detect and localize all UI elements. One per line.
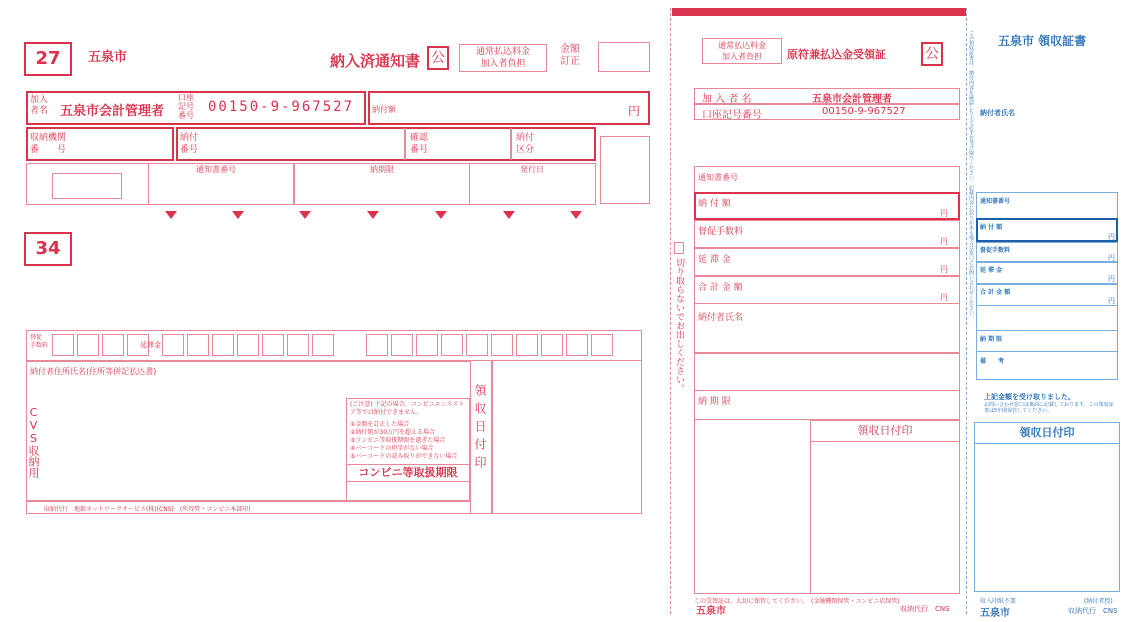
right-arrears-yen: 円 [1108, 275, 1115, 283]
section-divider-2 [966, 8, 967, 614]
amount-box [368, 91, 650, 125]
right-notice-no: 通知書番号 [980, 198, 1011, 205]
mid-account: 00150-9-967527 [822, 106, 906, 117]
pay-number-label: 納付 番号 [180, 133, 199, 155]
mid-amount-box [694, 192, 960, 220]
type-label: 納付 区分 [516, 133, 535, 155]
note-4: ④バーコードの印字がない場合 [350, 445, 434, 452]
cut-marker [165, 211, 177, 219]
confirm-divider [404, 128, 406, 160]
note-3: ③コンビニ等取扱期限を過ぎた場合 [350, 437, 446, 444]
mid-side-note: 切り取らないでお出しください。 [674, 258, 684, 393]
notice-no-label: 通知書番号 [196, 165, 236, 174]
right-stamp-label: 領収日付印 [974, 422, 1120, 444]
right-amount-label: 納 付 額 [980, 224, 1003, 231]
address-label: 納付者住所氏名(住所等併記払込書) [30, 367, 157, 376]
address-line [26, 360, 470, 362]
right-late-label: 督促手数料 [980, 247, 1011, 254]
right-arrears-label: 延 滞 金 [980, 267, 1003, 274]
mid-late-label: 督促手数料 [698, 227, 744, 237]
right-side-note: この領収証書は、納付内容を確認した上で必ずお受け取りください。記載内容に誤りがある場合は窓口にお問い合わせください。 [968, 30, 974, 320]
due-label: 納期限 [370, 165, 394, 174]
code-box-27: 27 [24, 42, 72, 76]
right-total-yen: 円 [1108, 297, 1115, 305]
notice-title: 納入済通知書 [330, 52, 421, 70]
cvs-label: CVS収納用 [27, 406, 40, 478]
right-late-yen: 円 [1108, 254, 1115, 262]
right-title: 五泉市 領収証書 [998, 34, 1087, 48]
right-city: 五泉市 [980, 608, 1010, 619]
note-2: ②納付額が30万円を超える場合 [350, 429, 436, 436]
mid-notice-no: 通知書番号 [698, 173, 738, 182]
cut-marker [299, 211, 311, 219]
bank-number-label: 収納機関 番 号 [30, 133, 67, 155]
mid-city: 五泉市 [696, 606, 726, 617]
right-amount-yen: 円 [1108, 233, 1115, 241]
mid-amount-yen: 円 [940, 209, 948, 218]
cut-marker [367, 211, 379, 219]
mid-account-label: 口座記号番号 [702, 110, 762, 121]
confirm-label: 確認 番号 [410, 133, 429, 155]
mid-checkbox [674, 242, 684, 254]
type-divider [510, 128, 512, 160]
blank-box [52, 173, 122, 199]
right-agency: 収納代行 CNS [1068, 607, 1118, 615]
cut-marker [570, 211, 582, 219]
stamp-box-small [600, 136, 650, 204]
arrears-cells [162, 334, 337, 360]
notes-head: (ご注意) 下記の場合、コンビニエンスストア等では納付できません。 [350, 401, 465, 416]
arrears-label: 延滞金 [140, 341, 161, 349]
payee-name: 五泉市会計管理者 [60, 104, 165, 119]
amount-cells [366, 334, 616, 360]
mid-payer-line [694, 352, 960, 354]
mid-agency: 収納代行 CNS [900, 605, 950, 613]
section-divider [670, 8, 671, 614]
payee-label: 加入 者名 [30, 95, 49, 116]
mid-stamp-area [810, 420, 960, 594]
cut-marker [232, 211, 244, 219]
note-5: ⑤バーコードの読み取りができない場合 [350, 453, 458, 460]
correction-box [598, 42, 650, 72]
mid-payer-label: 納付者氏名 [698, 313, 744, 323]
code-box-34: 34 [24, 232, 72, 266]
mid-arrears-row [694, 248, 960, 276]
city-name: 五泉市 [88, 50, 128, 65]
ko-stamp: 公 [427, 46, 449, 70]
late-fee-label: 督促 手数料 [30, 334, 49, 349]
issue-label: 発行日 [520, 165, 544, 174]
right-received: 上記金額を受け取りました。 [984, 393, 1075, 401]
mid-fee-box: 通常払込料金 加入者負担 [702, 38, 782, 64]
mid-title: 原符兼払込金受領証 [787, 48, 886, 61]
right-note: お問い合わせ窓口は裏面に記載しております。この領収証書は5年間保管してください。 [984, 402, 1114, 414]
mid-ko: 公 [921, 42, 943, 66]
stamp-column-label: 領収日付印 [473, 384, 487, 474]
cut-marker [503, 211, 515, 219]
right-due-label: 納 期 限 [980, 336, 1003, 343]
cvs-deadline: コンビニ等取扱期限 [346, 464, 470, 482]
stamp-area [492, 360, 642, 514]
mid-late-yen: 円 [940, 237, 948, 246]
mid-arrears-yen: 円 [940, 265, 948, 274]
mid-due-label: 納 期 限 [698, 397, 731, 407]
right-stamp-area [974, 422, 1120, 592]
mid-payee: 五泉市会計管理者 [812, 94, 892, 105]
mid-total-label: 合 計 金 額 [698, 283, 743, 293]
mid-total-yen: 円 [940, 293, 948, 302]
note-1: ①金額を訂正した場合 [350, 421, 410, 428]
right-total-label: 合 計 金 額 [980, 289, 1011, 296]
yen-label: 円 [628, 104, 641, 118]
account-number: 00150-9-967527 [208, 99, 355, 115]
mid-stamp-label: 領収日付印 [810, 420, 960, 442]
fee-box: 通常払込料金 加入者負担 [459, 44, 547, 72]
mid-arrears-label: 延 滞 金 [698, 255, 731, 265]
right-stamp-free: 収入印紙不要 [980, 598, 1017, 605]
cut-marker [435, 211, 447, 219]
agency-text: 収納代行 地銀ネットワークサービス(株)(CNS) (所得管・コンビニ本部印) [44, 506, 251, 513]
right-payer-label: 納付者氏名 [980, 109, 1015, 117]
late-fee-cells [52, 334, 152, 360]
mid-due-row [694, 390, 960, 420]
mid-amount-label: 納 付 額 [698, 199, 731, 209]
mid-footer-note: この受領証は、大切に保管してください。 (金融機関保管・コンビニ店保管) [694, 598, 900, 605]
account-label: 口座 記号 番号 [178, 93, 194, 120]
mid-payee-label: 加 入 者 名 [702, 94, 752, 105]
top-red-bar [672, 8, 966, 16]
payment-slip [0, 8, 1129, 619]
agency-line [26, 500, 470, 502]
right-payer-keep: (納付者控) [1084, 598, 1113, 605]
right-remarks-label: 備 考 [980, 358, 1005, 365]
correction-label: 金額 訂正 [560, 44, 580, 67]
amount-label: 納付額 [372, 105, 396, 114]
